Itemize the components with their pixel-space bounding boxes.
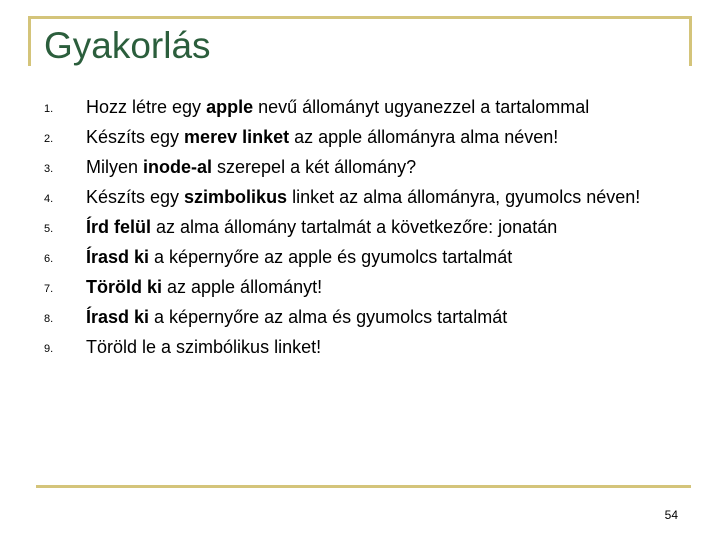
exercise-number: 6. [44, 253, 54, 265]
exercise-text-segment: az apple állományt! [162, 277, 323, 297]
exercise-number: 9. [44, 343, 54, 355]
exercise-item [44, 243, 664, 273]
exercise-number: 2. [44, 133, 54, 145]
page-number: 54 [664, 508, 678, 522]
exercise-keyword: merev linket [184, 127, 290, 147]
exercise-text [86, 273, 664, 301]
exercise-number: 4. [44, 193, 54, 205]
exercise-keyword: apple [206, 97, 254, 117]
exercise-text [86, 183, 664, 211]
exercise-item [44, 303, 664, 333]
exercise-item [44, 333, 664, 363]
title-frame-top-rule [28, 16, 692, 19]
exercise-text [86, 243, 664, 271]
exercise-text [86, 333, 664, 361]
exercise-text-segment: Töröld le a szimbólikus linket! [86, 337, 322, 357]
exercise-text [86, 153, 664, 181]
exercise-text-segment: Hozz létre egy [86, 97, 207, 117]
exercise-item [44, 273, 664, 303]
exercise-number: 1. [44, 103, 54, 115]
slide-title: Gyakorlás [44, 25, 211, 66]
exercise-item [44, 123, 664, 153]
footer-rule [36, 485, 691, 488]
exercise-item [44, 153, 664, 183]
exercise-keyword: inode-al [143, 157, 213, 177]
exercise-text [86, 93, 664, 121]
exercise-text-segment: szerepel a két állomány? [212, 157, 417, 177]
exercise-text [86, 123, 664, 151]
exercise-text-segment: a képernyőre az alma és gyumolcs tartalmát [149, 307, 508, 327]
title-frame-right-rule [689, 16, 692, 66]
exercise-text-segment: Milyen [86, 157, 144, 177]
exercise-text-segment: nevű állományt ugyanezzel a tartalommal [253, 97, 590, 117]
exercise-item [44, 213, 664, 243]
exercise-number: 3. [44, 163, 54, 175]
exercise-keyword: Töröld ki [86, 277, 162, 297]
exercise-list [44, 93, 664, 363]
exercise-text-segment: a képernyőre az apple és gyumolcs tartalmát [149, 247, 513, 267]
exercise-number: 8. [44, 313, 54, 325]
exercise-text-segment: Készíts egy [86, 127, 185, 147]
exercise-text [86, 303, 664, 331]
exercise-keyword: Írd felül [86, 217, 152, 237]
exercise-keyword: szimbolikus [184, 187, 288, 207]
exercise-item [44, 183, 664, 213]
exercise-text-segment: az alma állomány tartalmát a következőre: jonatán [151, 217, 558, 237]
exercise-number: 5. [44, 223, 54, 235]
title-frame-left-rule [28, 16, 31, 66]
exercise-text-segment: linket az alma állományra, gyumolcs néven! [287, 187, 641, 207]
exercise-keyword: Írasd ki [86, 247, 150, 267]
exercise-keyword: Írasd ki [86, 307, 150, 327]
exercise-item [44, 93, 664, 123]
exercise-text-segment: Készíts egy [86, 187, 185, 207]
exercise-text [86, 213, 664, 241]
exercise-number: 7. [44, 283, 54, 295]
exercise-text-segment: az apple állományra alma néven! [289, 127, 559, 147]
